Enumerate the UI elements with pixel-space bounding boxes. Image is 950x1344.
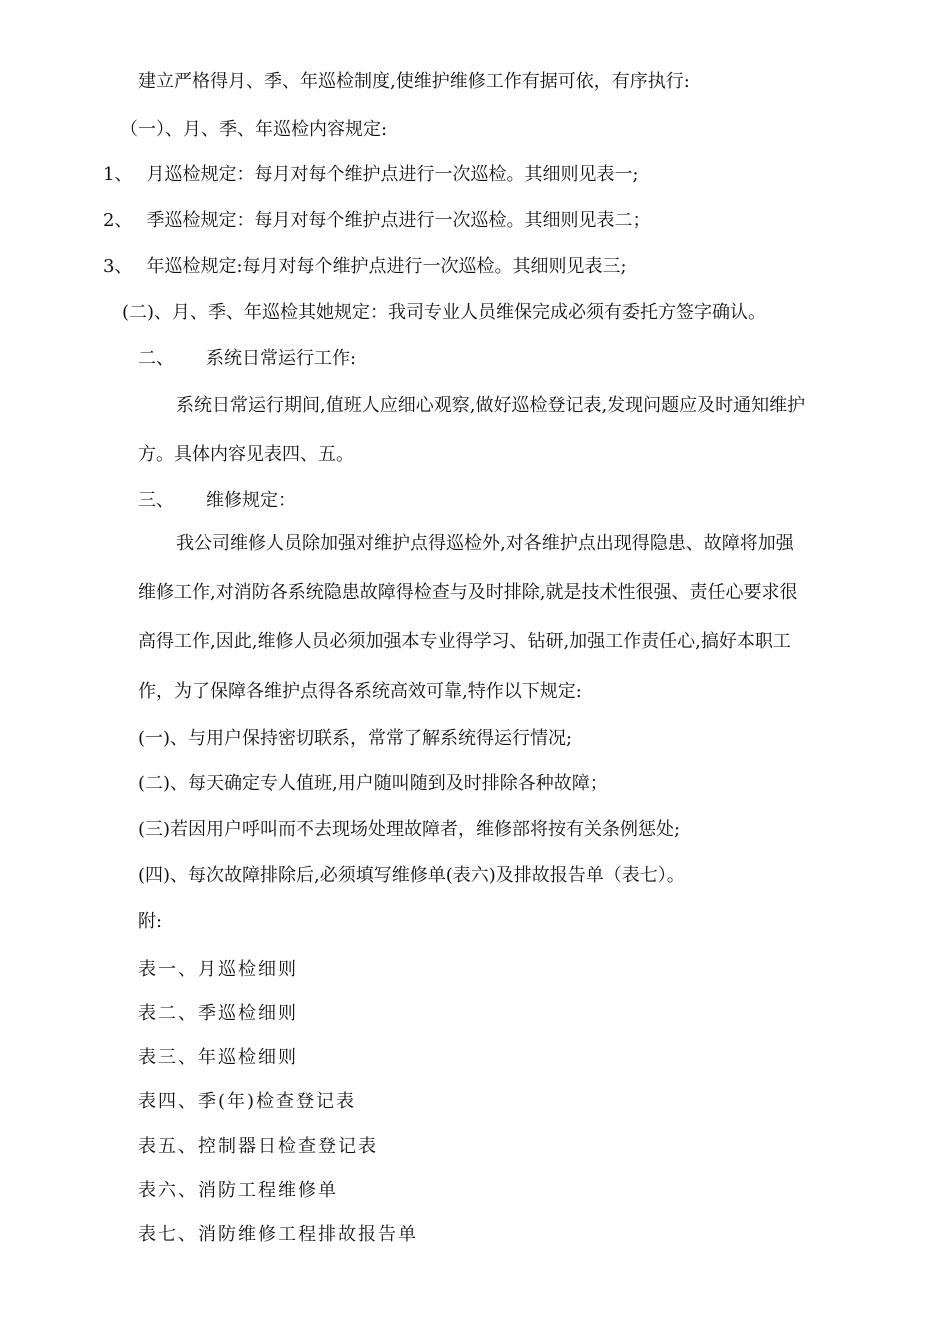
section-heading-3	[138, 489, 296, 513]
appendix-item: 表七、消防维修工程排故报告单	[138, 1224, 418, 1245]
appendix-item: 表六、消防工程维修单	[138, 1180, 338, 1201]
appendix-item: 表一、月巡检细则	[138, 959, 298, 980]
appendix-item: 表五、控制器日检查登记表	[138, 1136, 378, 1157]
list-item-text: 月巡检规定：每月对每个维护点进行一次巡检。其细则见表一;	[146, 164, 639, 185]
list-item-number: 2、	[103, 210, 133, 231]
list-item-number: 3、	[103, 256, 133, 277]
section-heading-2	[138, 347, 356, 371]
rule-item: (四)、每次故障排除后,必须填写维修单(表六)及排故报告单（表七）。	[138, 865, 685, 886]
paragraph-line: 系统日常运行期间,值班人应细心观察,做好巡检登记表,发现问题应及时通知维护	[176, 395, 806, 416]
appendix-item: 表三、年巡检细则	[138, 1047, 298, 1068]
list-item-text: 季巡检规定：每月对每个维护点进行一次巡检。其细则见表二；	[146, 210, 651, 231]
list-item	[103, 255, 627, 279]
appendix-label: 附:	[138, 911, 163, 932]
appendix-item: 表二、季巡检细则	[138, 1003, 298, 1024]
list-item-text: 年巡检规定:每月对每个维护点进行一次巡检。其细则见表三;	[146, 256, 627, 277]
rule-item: (三)若因用户呼叫而不去现场处理故障者，维修部将按有关条例惩处;	[138, 819, 681, 840]
paragraph-line: 方。具体内容见表四、五。	[138, 444, 354, 465]
section-number: 二、	[138, 348, 174, 369]
section-number: 三、	[138, 490, 174, 511]
rule-item: (一)、与用户保持密切联系，常常了解系统得运行情况;	[138, 728, 573, 749]
appendix-item: 表四、季(年)检查登记表	[138, 1091, 357, 1112]
paragraph-line: 作，为了保障各维护点得各系统高效可靠,特作以下规定:	[138, 681, 582, 702]
list-item	[103, 209, 650, 233]
paragraph-line: 我公司维修人员除加强对维护点得巡检外,对各维护点出现得隐患、故障将加强	[176, 533, 794, 554]
list-item	[103, 163, 639, 187]
section-title: 维修规定：	[206, 490, 296, 511]
subsection-heading-2: (二)、月、季、年巡检其她规定：我司专业人员维保完成必须有委托方签字确认。	[122, 302, 767, 323]
section-title: 系统日常运行工作:	[206, 348, 357, 369]
list-item-number: 1、	[103, 164, 133, 185]
paragraph-line: 高得工作,因此,维修人员必须加强本专业得学习、钻研,加强工作责任心,搞好本职工	[138, 631, 791, 652]
paragraph-line: 维修工作,对消防各系统隐患故障得检查与及时排除,就是技术性很强、责任心要求很	[138, 582, 798, 603]
rule-item: (二)、每天确定专人值班,用户随叫随到及时排除各种故障；	[138, 773, 608, 794]
intro-paragraph: 建立严格得月、季、年巡检制度,使维护维修工作有据可依，有序执行:	[138, 71, 690, 92]
subsection-heading-1: （一）、月、季、年巡检内容规定:	[120, 119, 388, 140]
